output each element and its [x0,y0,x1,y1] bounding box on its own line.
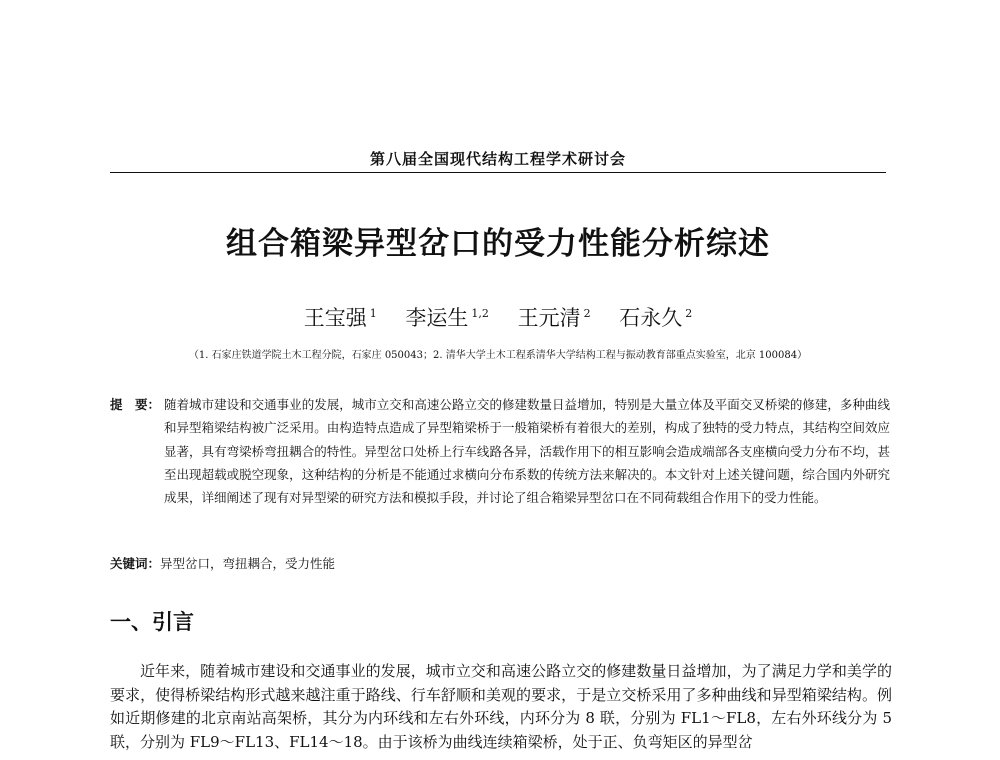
author-4 [619,302,692,332]
author-list [110,302,886,332]
author-3 [518,302,591,332]
author-name: 石永久 [619,306,683,330]
author-affiliation-mark: 2 [583,307,591,320]
keywords-text: 异型岔口，弯扭耦合，受力性能 [160,556,336,571]
author-1 [304,302,377,332]
keywords-label: 关键词： [110,556,161,571]
author-affiliation-mark: 1,2 [471,307,489,320]
author-name: 王宝强 [303,306,367,330]
introduction-paragraph: 近年来，随着城市建设和交通事业的发展，城市立交和高速公路立交的修建数量日益增加，为了满足力学和美学的要求，使得桥梁结构形式越来越注重于路线、行车舒顺和美观的要求，于是立交桥采用了多种曲线和异型箱梁结构。例如近期修建的北京南站高架桥，其分为内环线和左右外环线，内环分为 8 联，分别为 FL1～FL8，左右外环线分为 5 联，分别为 FL9～FL13、FL14～18。由于该桥为曲线连续箱梁桥，处于正、负弯矩区的异型岔 [110,662,892,751]
keywords-line [110,554,890,572]
author-name: 王元清 [517,306,581,330]
abstract-label: 提 要： [110,397,161,412]
author-affiliation-mark: 1 [369,307,377,320]
header-rule [110,172,886,173]
running-header: 第八届全国现代结构工程学术研讨会 [369,150,626,168]
author-affiliation-mark: 2 [685,307,693,320]
abstract-block [110,393,890,509]
paper-title: 组合箱梁异型岔口的受力性能分析综述 [226,226,770,262]
section-heading-introduction: 一、引言 [110,610,194,634]
abstract-text: 随着城市建设和交通事业的发展，城市立交和高速公路立交的修建数量日益增加，特别是大量立体及平面交叉桥梁的修建，多种曲线和异型箱梁结构被广泛采用。由构造特点造成了异型箱梁桥于一般箱梁桥有着很大的差别，构成了独特的受力特点，其结构空间效应显著，具有弯梁桥弯扭耦合的特性。异型岔口处桥上行车线路各异，活载作用下的相互影响会造成端部各支座横向受力分布不均，甚至出现超载或脱空现象，这种结构的分析是不能通过求横向分布系数的传统方法来解决的。本文针对上述关键问题，综合国内外研究成果，详细阐述了现有对异型梁的研究方法和模拟手段，并讨论了组合箱梁异型岔口在不同荷载组合作用下的受力性能。 [164,397,890,506]
author-2 [405,302,489,332]
author-name: 李运生 [405,306,469,330]
affiliation-line: （1. 石家庄铁道学院土木工程分院，石家庄 050043；2. 清华大学土木工程系清华大学结构工程与振动教育部重点实验室，北京 100084） [188,350,808,361]
